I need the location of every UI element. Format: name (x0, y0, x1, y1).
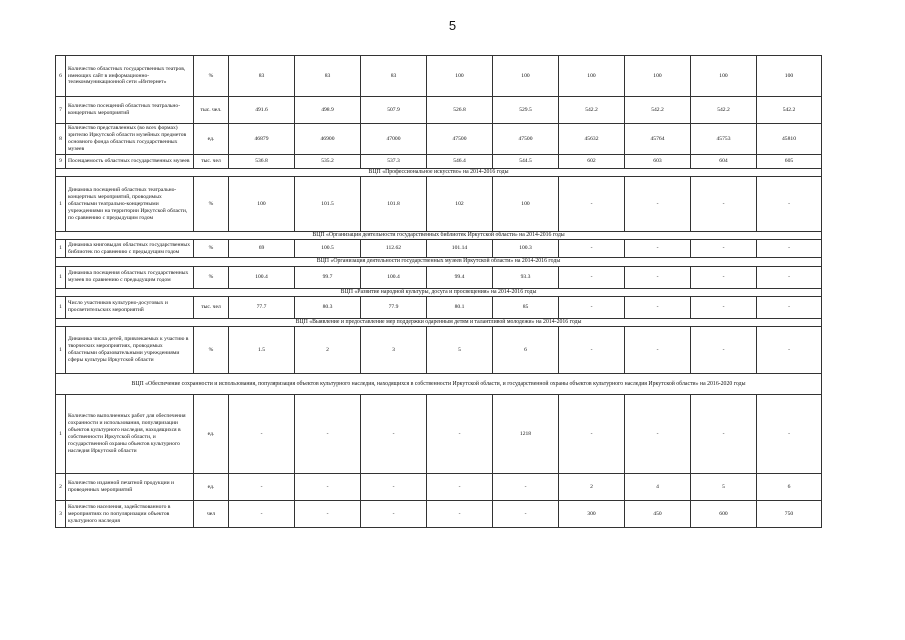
row-number-cell: 3 (56, 501, 66, 528)
value-cell: 83 (361, 56, 427, 97)
value-cell: 101.14 (427, 240, 493, 258)
value-cell: - (691, 177, 757, 232)
value-cell: 3 (361, 327, 427, 374)
value-cell: - (625, 327, 691, 374)
value-cell: 6 (757, 474, 822, 501)
table-row (56, 240, 822, 258)
value-cell: - (625, 296, 691, 318)
value-cell: - (361, 395, 427, 474)
value-cell: 604 (691, 155, 757, 169)
value-cell: 47000 (361, 124, 427, 155)
unit-cell: % (194, 56, 229, 97)
unit-cell: % (194, 266, 229, 288)
value-cell: 5 (691, 474, 757, 501)
value-cell: 45810 (757, 124, 822, 155)
value-cell: 45632 (559, 124, 625, 155)
value-cell: - (691, 266, 757, 288)
value-cell: 542.2 (691, 97, 757, 124)
value-cell: 101.8 (361, 177, 427, 232)
value-cell: 750 (757, 501, 822, 528)
table-row (56, 97, 822, 124)
value-cell: 5 (427, 327, 493, 374)
value-cell: 535.2 (295, 155, 361, 169)
value-cell: - (625, 266, 691, 288)
indicator-name-cell: Количество изданной печатной продукции и проведенных мероприятий (66, 474, 194, 501)
value-cell: 100.5 (295, 240, 361, 258)
row-number-cell: 1 (56, 395, 66, 474)
table-row (56, 266, 822, 288)
value-cell: - (229, 474, 295, 501)
section-header-row (56, 169, 822, 177)
value-cell: 47500 (493, 124, 559, 155)
value-cell: - (691, 240, 757, 258)
unit-cell: чел (194, 501, 229, 528)
section-title: ВЦП «Профессиональное искусство» на 2014-2016 годы (56, 169, 822, 177)
section-title: ВЦП «Организация деятельности государственных библиотек Иркутской области» на 2014-2016 годы (56, 232, 822, 240)
row-number-cell: 6 (56, 56, 66, 97)
row-number-cell: 1 (56, 240, 66, 258)
page-number: 5 (448, 18, 457, 33)
section-header-row (56, 258, 822, 266)
value-cell: - (691, 395, 757, 474)
value-cell: - (361, 474, 427, 501)
indicator-name-cell: Количество посещений областных театрально-концертных мероприятий (66, 97, 194, 124)
value-cell: 45753 (691, 124, 757, 155)
value-cell: 603 (625, 155, 691, 169)
section-title: ВЦП «Организация деятельности государственных музеев Иркутской области» на 2014-2016 годы (56, 258, 822, 266)
value-cell: 100.3 (493, 240, 559, 258)
value-cell: 45764 (625, 124, 691, 155)
value-cell: - (691, 296, 757, 318)
value-cell: - (559, 240, 625, 258)
value-cell: 102 (427, 177, 493, 232)
value-cell: 80.1 (427, 296, 493, 318)
value-cell: - (757, 240, 822, 258)
row-number-cell: 2 (56, 474, 66, 501)
value-cell: 542.2 (625, 97, 691, 124)
row-number-cell: 1 (56, 266, 66, 288)
value-cell: 83 (229, 56, 295, 97)
value-cell: 546.4 (427, 155, 493, 169)
unit-cell: ед. (194, 124, 229, 155)
indicator-name-cell: Количество представленных (во всех формах) зрителю Иркутской области музейных предметов основного фонда областных государственных музеев (66, 124, 194, 155)
value-cell: - (625, 240, 691, 258)
value-cell: 1218 (493, 395, 559, 474)
table-row (56, 327, 822, 374)
value-cell: - (559, 177, 625, 232)
value-cell: - (493, 501, 559, 528)
unit-cell: тыс. чел. (194, 97, 229, 124)
value-cell: - (625, 395, 691, 474)
value-cell: 80.3 (295, 296, 361, 318)
value-cell: - (757, 395, 822, 474)
value-cell: 93.3 (493, 266, 559, 288)
indicator-name-cell: Динамика посещений областных театрально-концертных мероприятий, проводимых областными театрально-концертными учреждениями на территории Иркутской области, по сравнению с предыдущим годом (66, 177, 194, 232)
value-cell: 2 (559, 474, 625, 501)
value-cell: - (625, 177, 691, 232)
indicator-name-cell: Динамика посещения областных государственных музеев по сравнению с предыдущим годом (66, 266, 194, 288)
value-cell: - (493, 474, 559, 501)
value-cell: - (427, 474, 493, 501)
section-title: ВЦП «Выявление и предоставление мер поддержки одаренным детям и талантливой молодежи» на 2014-2016 годы (56, 318, 822, 326)
indicator-name-cell: Число участников культурно-досуговых и просветительских мероприятий (66, 296, 194, 318)
table-row (56, 296, 822, 318)
value-cell: - (229, 501, 295, 528)
value-cell: 498.9 (295, 97, 361, 124)
value-cell: 507.9 (361, 97, 427, 124)
unit-cell: % (194, 240, 229, 258)
value-cell: 69 (229, 240, 295, 258)
value-cell: - (559, 327, 625, 374)
indicator-name-cell: Динамика книговыдач областных государственных библиотек по сравнению с предыдущим годом (66, 240, 194, 258)
value-cell: 100 (493, 177, 559, 232)
section-header-row (56, 318, 822, 326)
unit-cell: ед. (194, 474, 229, 501)
value-cell: 605 (757, 155, 822, 169)
unit-cell: тыс. чел (194, 296, 229, 318)
value-cell: - (757, 296, 822, 318)
indicator-name-cell: Количество выполненных работ для обеспечения сохранности и использования, популяризации объектов культурного наследия, находящихся в собственности Иркутской области, и государственной охраны объектов культурного наследия Иркутской области (66, 395, 194, 474)
value-cell: 100 (691, 56, 757, 97)
value-cell: 77.9 (361, 296, 427, 318)
table-row (56, 155, 822, 169)
value-cell: 1.5 (229, 327, 295, 374)
value-cell: - (229, 395, 295, 474)
value-cell: 100 (757, 56, 822, 97)
indicator-name-cell: Посещаемость областных государственных музеев (66, 155, 194, 169)
value-cell: 101.5 (295, 177, 361, 232)
value-cell: 6 (493, 327, 559, 374)
table-row (56, 474, 822, 501)
table-row (56, 177, 822, 232)
value-cell: 85 (493, 296, 559, 318)
value-cell: 529.5 (493, 97, 559, 124)
value-cell: - (559, 296, 625, 318)
value-cell: 100 (493, 56, 559, 97)
row-number-cell: 1 (56, 327, 66, 374)
value-cell: 537.3 (361, 155, 427, 169)
value-cell: 83 (295, 56, 361, 97)
value-cell: 544.5 (493, 155, 559, 169)
value-cell: - (691, 327, 757, 374)
value-cell: - (295, 395, 361, 474)
value-cell: 491.6 (229, 97, 295, 124)
value-cell: - (361, 501, 427, 528)
section-header-row (56, 374, 822, 395)
section-title: ВЦП «Развитие народной культуры, досуга и просвещения» на 2014-2016 годы (56, 288, 822, 296)
table-row (56, 501, 822, 528)
row-number-cell: 7 (56, 97, 66, 124)
unit-cell: % (194, 177, 229, 232)
value-cell: 99.7 (295, 266, 361, 288)
value-cell: 536.8 (229, 155, 295, 169)
value-cell: 100.4 (229, 266, 295, 288)
value-cell: 542.2 (757, 97, 822, 124)
value-cell: - (757, 266, 822, 288)
value-cell: - (427, 395, 493, 474)
value-cell: 100 (427, 56, 493, 97)
value-cell: 47500 (427, 124, 493, 155)
row-number-cell: 1 (56, 177, 66, 232)
value-cell: 300 (559, 501, 625, 528)
value-cell: 602 (559, 155, 625, 169)
row-number-cell: 8 (56, 124, 66, 155)
unit-cell: тыс. чел (194, 155, 229, 169)
value-cell: 46879 (229, 124, 295, 155)
value-cell: 99.4 (427, 266, 493, 288)
indicators-table (55, 55, 822, 528)
value-cell: 542.2 (559, 97, 625, 124)
row-number-cell: 9 (56, 155, 66, 169)
indicator-name-cell: Количество населения, задействованного в мероприятиях по популяризации объектов культурного наследия (66, 501, 194, 528)
value-cell: 77.7 (229, 296, 295, 318)
value-cell: - (757, 177, 822, 232)
section-header-row (56, 232, 822, 240)
value-cell: 526.8 (427, 97, 493, 124)
value-cell: - (559, 266, 625, 288)
value-cell: 100 (229, 177, 295, 232)
table-row (56, 395, 822, 474)
value-cell: - (295, 501, 361, 528)
unit-cell: ед. (194, 395, 229, 474)
value-cell: 450 (625, 501, 691, 528)
section-title: ВЦП «Обеспечение сохранности и использования, популяризация объектов культурного наследия, находящихся в собственности Иркутской области, и государственной охраны объектов культурного наследия Иркутской области» на 2016-2020 годы (56, 374, 822, 395)
value-cell: 2 (295, 327, 361, 374)
unit-cell: % (194, 327, 229, 374)
section-header-row (56, 288, 822, 296)
value-cell: - (757, 327, 822, 374)
value-cell: 46900 (295, 124, 361, 155)
value-cell: 100.4 (361, 266, 427, 288)
row-number-cell: 1 (56, 296, 66, 318)
value-cell: - (559, 395, 625, 474)
indicator-name-cell: Динамика числа детей, привлекаемых к участию в творческих мероприятиях, проводимых областными образовательными учреждениями сферы культуры Иркутской области (66, 327, 194, 374)
value-cell: 100 (559, 56, 625, 97)
value-cell: 4 (625, 474, 691, 501)
value-cell: - (427, 501, 493, 528)
value-cell: - (295, 474, 361, 501)
value-cell: 112.62 (361, 240, 427, 258)
value-cell: 600 (691, 501, 757, 528)
table-row (56, 56, 822, 97)
value-cell: 100 (625, 56, 691, 97)
table-row (56, 124, 822, 155)
indicator-name-cell: Количество областных государственных театров, имеющих сайт в информационно-телекоммуникационной сети «Интернет» (66, 56, 194, 97)
